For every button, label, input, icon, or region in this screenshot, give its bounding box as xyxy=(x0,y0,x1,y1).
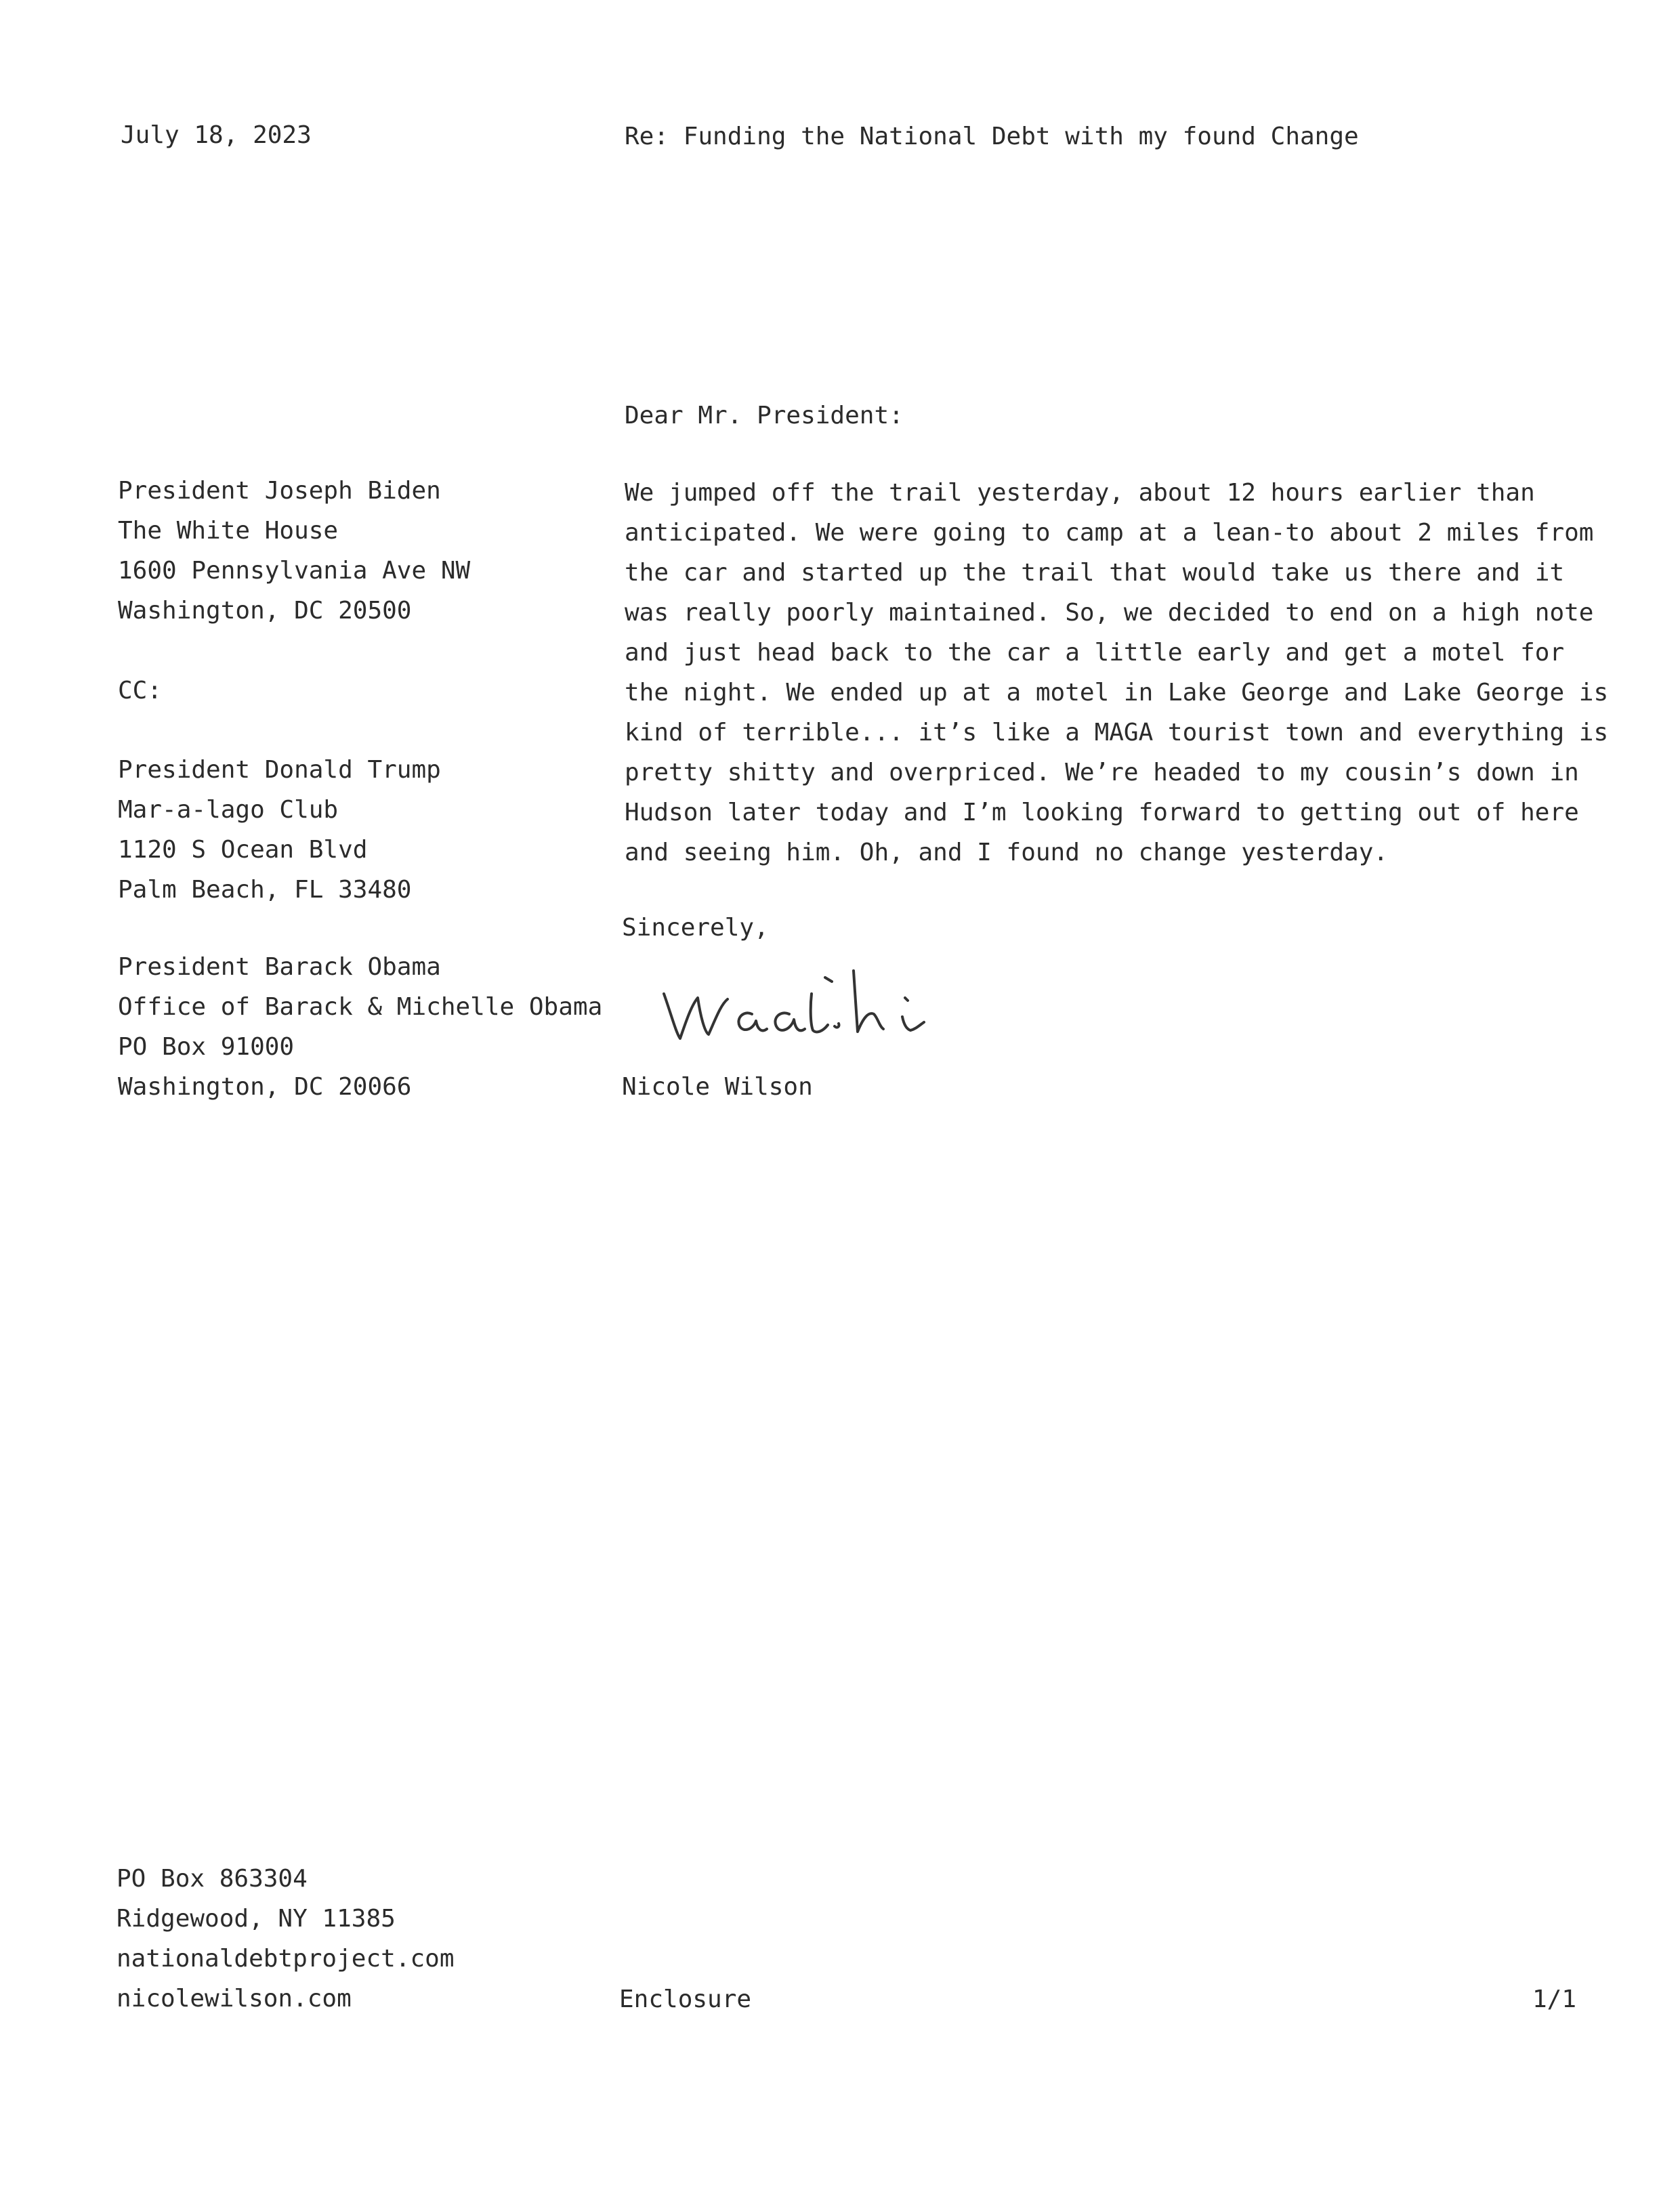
cc-line: President Barack Obama xyxy=(118,953,441,981)
body-line: We jumped off the trail yesterday, about 12 hours earlier than xyxy=(625,479,1535,507)
cc-line: President Donald Trump xyxy=(118,756,441,784)
cc-line: Office of Barack & Michelle Obama xyxy=(118,993,603,1021)
cc-line: PO Box 91000 xyxy=(118,1033,295,1061)
recipient-line: Washington, DC 20500 xyxy=(118,597,412,625)
recipient-line: President Joseph Biden xyxy=(118,477,441,505)
body-line: Hudson later today and I’m looking forward to getting out of here xyxy=(625,799,1579,826)
body-line: was really poorly maintained. So, we decided to end on a high note xyxy=(625,599,1594,627)
body-line: kind of terrible... it’s like a MAGA tourist town and everything is xyxy=(625,719,1609,746)
footer-line: nationaldebtproject.com xyxy=(117,1945,455,1973)
cc-line: Mar-a-lago Club xyxy=(118,796,339,824)
letter-body xyxy=(625,473,1608,872)
cc-label: CC: xyxy=(118,677,163,704)
handwritten-signature xyxy=(650,959,1003,1053)
page-number: 1/1 xyxy=(1532,1985,1577,2013)
footer-contact xyxy=(117,1859,455,2019)
closing: Sincerely, xyxy=(622,914,769,942)
body-line: and seeing him. Oh, and I found no change yesterday. xyxy=(625,839,1389,866)
footer-line: PO Box 863304 xyxy=(117,1865,308,1893)
signature-name: Nicole Wilson xyxy=(622,1073,813,1101)
cc-address-trump xyxy=(118,750,441,910)
enclosure-label: Enclosure xyxy=(619,1985,752,2013)
cc-line: Palm Beach, FL 33480 xyxy=(118,876,412,904)
recipient-line: 1600 Pennsylvania Ave NW xyxy=(118,557,471,585)
salutation: Dear Mr. President: xyxy=(625,402,904,429)
recipient-address xyxy=(118,471,470,631)
cc-line: Washington, DC 20066 xyxy=(118,1073,412,1101)
body-line: pretty shitty and overpriced. We’re headed to my cousin’s down in xyxy=(625,759,1579,786)
letter-date: July 18, 2023 xyxy=(121,121,312,149)
body-line: the car and started up the trail that would take us there and it xyxy=(625,559,1565,587)
recipient-line: The White House xyxy=(118,517,339,545)
footer-line: Ridgewood, NY 11385 xyxy=(117,1905,396,1933)
body-line: the night. We ended up at a motel in Lake George and Lake George is xyxy=(625,679,1609,707)
cc-address-obama xyxy=(118,947,602,1107)
body-line: anticipated. We were going to camp at a lean-to about 2 miles from xyxy=(625,519,1594,547)
body-line: and just head back to the car a little early and get a motel for xyxy=(625,639,1565,667)
footer-line: nicolewilson.com xyxy=(117,1985,352,2013)
letter-subject: Re: Funding the National Debt with my found Change xyxy=(625,123,1359,150)
cc-line: 1120 S Ocean Blvd xyxy=(118,836,368,864)
